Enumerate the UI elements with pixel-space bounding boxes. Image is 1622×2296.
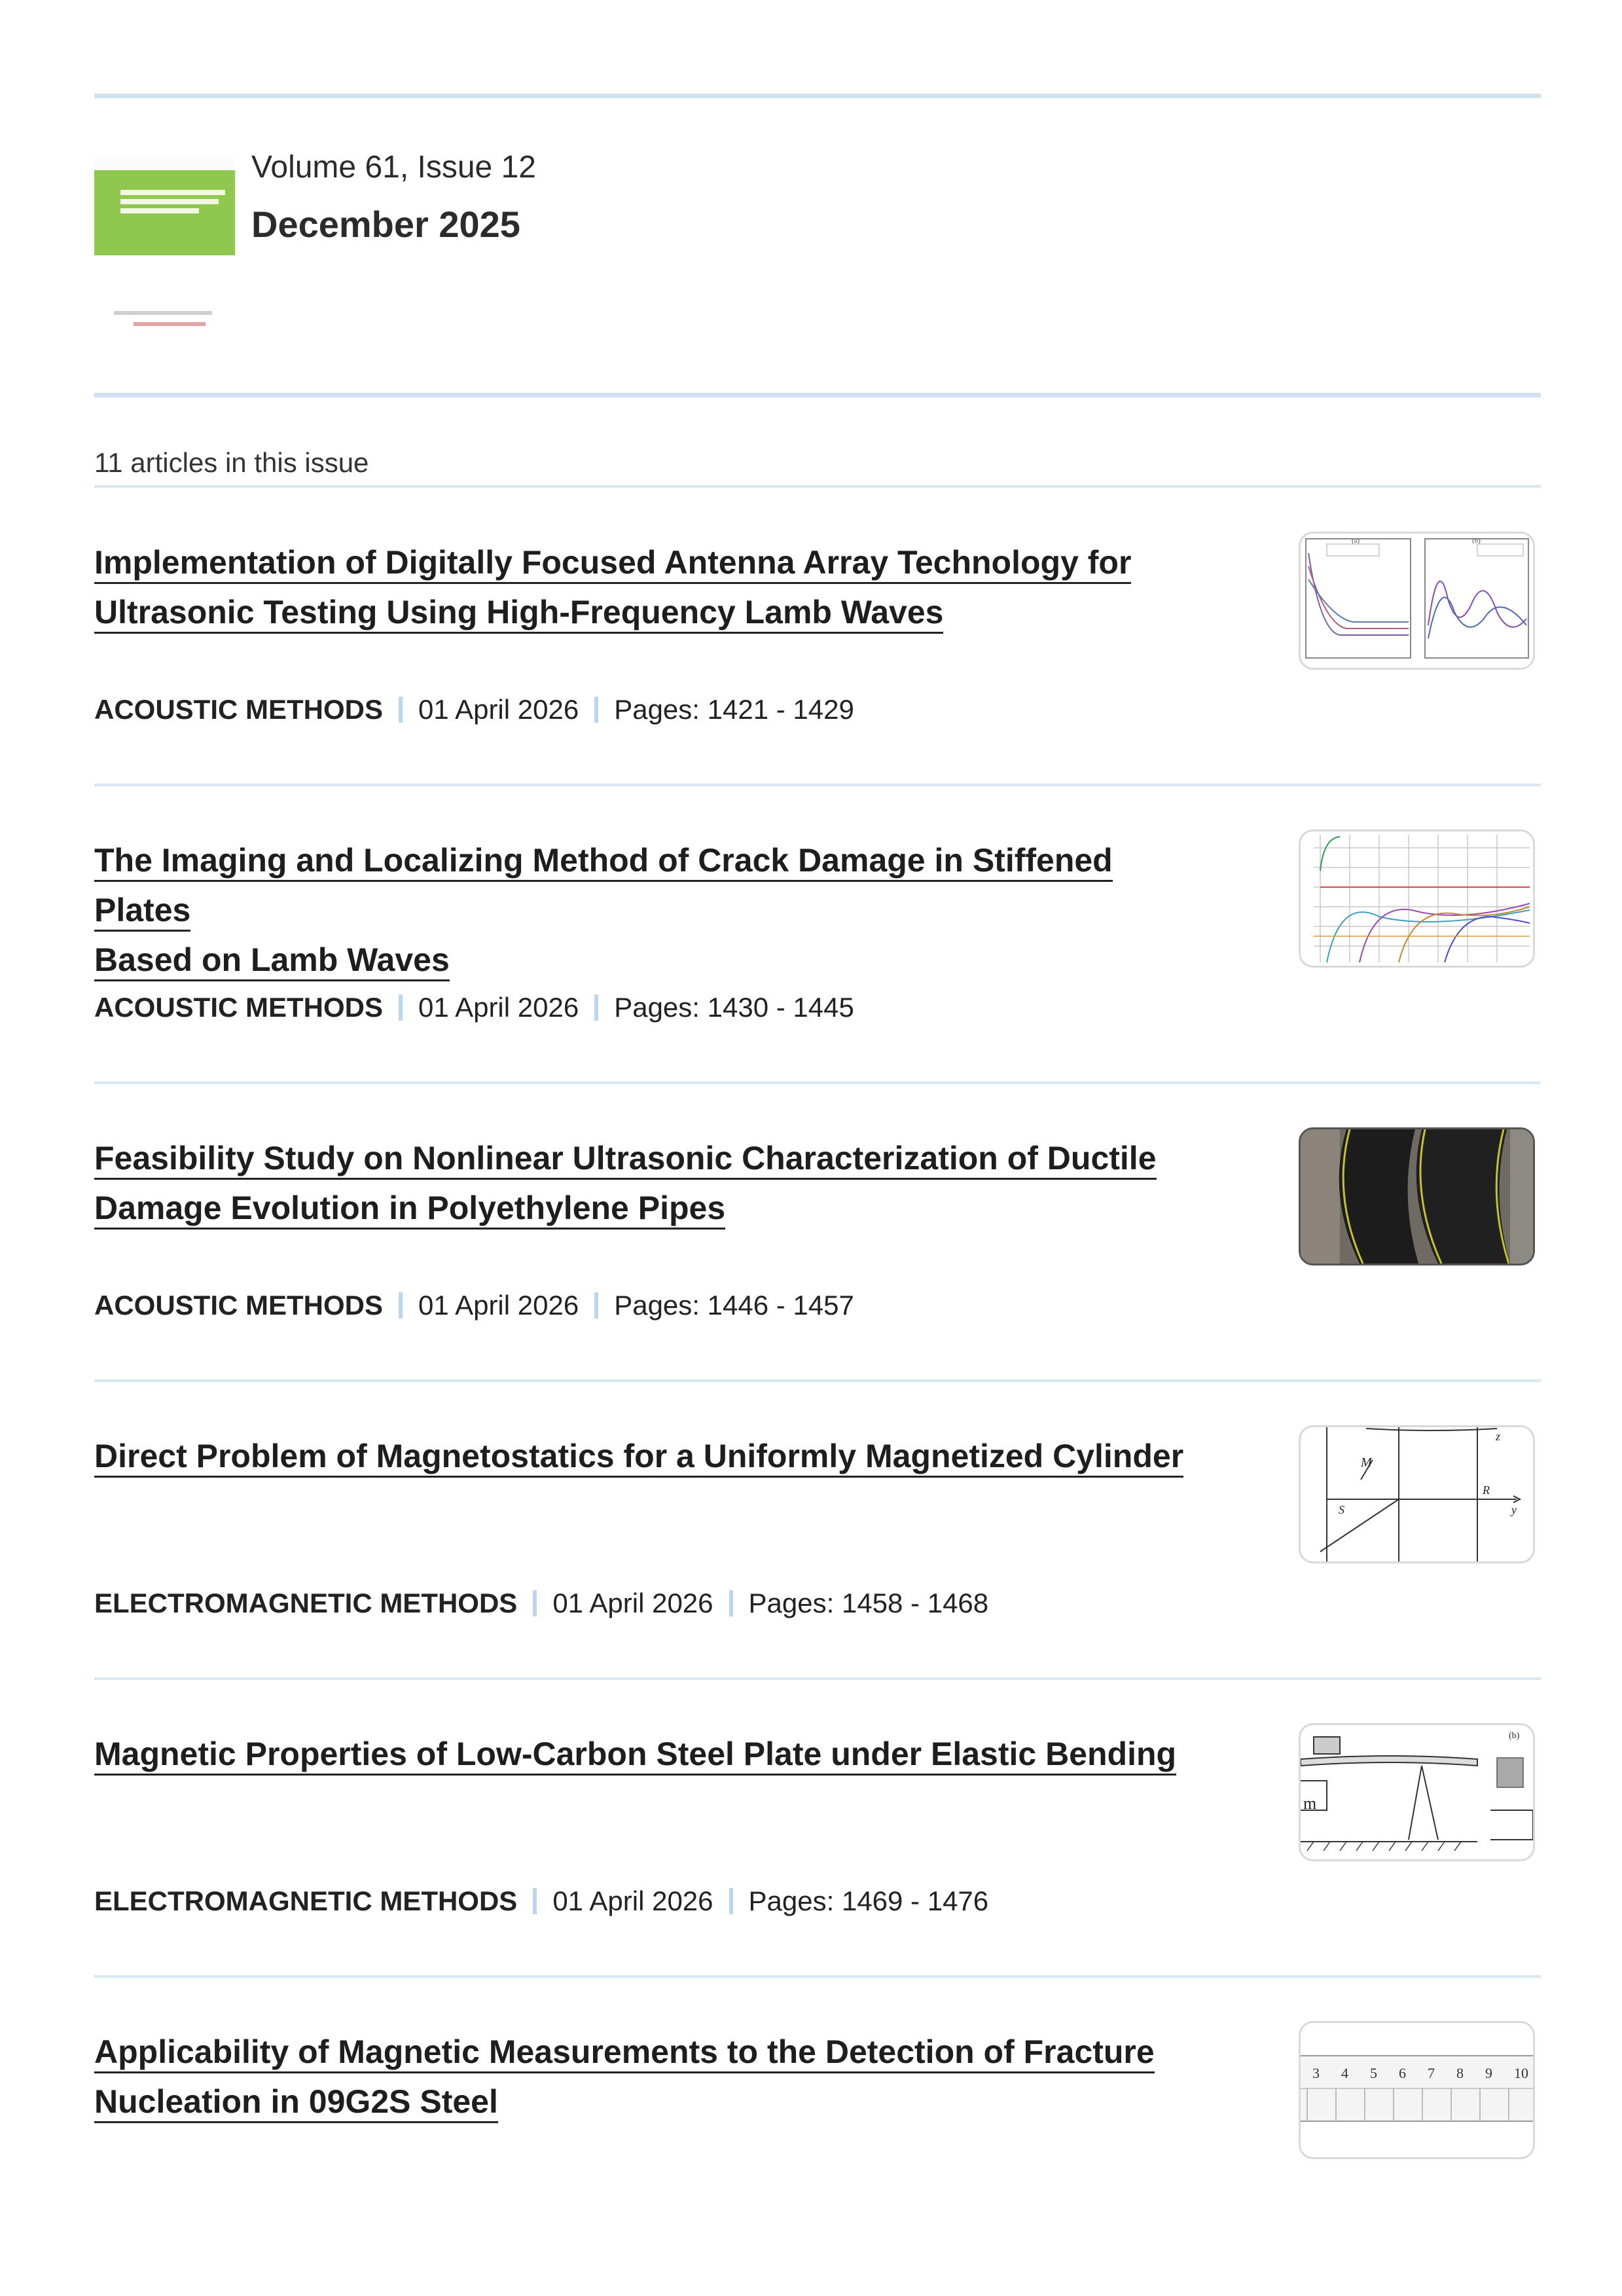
ruler-number: 7 [1428, 2065, 1435, 2081]
article-item [94, 488, 1541, 784]
journal-cover-image[interactable] [94, 157, 235, 337]
ruler-number: 3 [1312, 2065, 1320, 2081]
article-pages: Pages: 1458 - 1468 [748, 1588, 989, 1618]
top-divider [94, 94, 1541, 98]
diagram-label: S [1339, 1503, 1344, 1516]
article-title-line[interactable]: Damage Evolution in Polyethylene Pipes [94, 1190, 725, 1230]
article-category: ACOUSTIC METHODS [94, 992, 383, 1023]
issue-volume: Volume 61, Issue 12 [251, 150, 536, 185]
article-item [94, 1977, 1541, 2274]
article-meta [94, 1588, 988, 1619]
figure-label: (a) [1352, 537, 1360, 545]
article-item [94, 786, 1541, 1082]
article-title[interactable] [94, 538, 1207, 637]
article-category: ELECTROMAGNETIC METHODS [94, 1588, 518, 1618]
article-thumbnail[interactable] [1299, 1127, 1535, 1266]
article-title[interactable] [94, 1729, 1207, 1779]
figure-label: (b) [1509, 1731, 1520, 1741]
article-category: ACOUSTIC METHODS [94, 1290, 383, 1321]
diagram-label: R [1483, 1484, 1490, 1497]
article-category: ELECTROMAGNETIC METHODS [94, 1886, 518, 1916]
header-divider [94, 393, 1541, 397]
article-title[interactable] [94, 1133, 1207, 1233]
ruler-number: 5 [1370, 2065, 1377, 2081]
article-date: 01 April 2026 [418, 694, 579, 725]
article-meta [94, 1290, 854, 1321]
article-title-line[interactable]: Magnetic Properties of Low-Carbon Steel Plate under Elastic Bending [94, 1736, 1176, 1776]
ruler-number: 8 [1456, 2065, 1464, 2081]
article-title-line[interactable]: Feasibility Study on Nonlinear Ultrasonic Characterization of Ductile [94, 1140, 1157, 1180]
article-title-line[interactable]: Nucleation in 09G2S Steel [94, 2083, 498, 2123]
article-date: 01 April 2026 [552, 1588, 713, 1618]
diagram-label: y [1511, 1503, 1517, 1516]
article-meta [94, 992, 854, 1023]
article-date: 01 April 2026 [418, 992, 579, 1023]
article-title[interactable] [94, 1431, 1207, 1481]
ruler-number: 4 [1341, 2065, 1348, 2081]
article-item [94, 1381, 1541, 1678]
issue-header [94, 144, 1541, 340]
diagram-label: z [1496, 1430, 1501, 1443]
article-title-line[interactable]: Ultrasonic Testing Using High-Frequency Lamb Waves [94, 594, 943, 634]
figure-label: (b) [1472, 537, 1481, 545]
diagram-label: m [1303, 1794, 1317, 1813]
article-date: 01 April 2026 [418, 1290, 579, 1321]
article-meta [94, 1886, 988, 1917]
diagram-label: M [1361, 1455, 1372, 1470]
article-title-line[interactable]: Direct Problem of Magnetostatics for a Uniformly Magnetized Cylinder [94, 1438, 1183, 1478]
article-thumbnail[interactable] [1299, 2021, 1535, 2159]
article-title-line[interactable]: Applicability of Magnetic Measurements to the Detection of Fracture [94, 2033, 1155, 2073]
article-meta [94, 694, 854, 725]
cylinder-diagram-thumbnail [1301, 1427, 1533, 1561]
article-pages: Pages: 1421 - 1429 [614, 694, 854, 725]
article-thumbnail[interactable] [1299, 1425, 1535, 1563]
article-pages: Pages: 1469 - 1476 [748, 1886, 989, 1916]
article-title[interactable] [94, 2027, 1207, 2126]
article-item [94, 1679, 1541, 1976]
article-title-line[interactable]: Implementation of Digitally Focused Antenna Array Technology for [94, 544, 1131, 584]
issue-date: December 2025 [251, 204, 520, 245]
article-date: 01 April 2026 [552, 1886, 713, 1916]
dispersion-chart-thumbnail [1301, 534, 1533, 668]
article-count: 11 articles in this issue [94, 447, 369, 478]
article-pages: Pages: 1430 - 1445 [614, 992, 854, 1023]
article-pages: Pages: 1446 - 1457 [614, 1290, 854, 1321]
bending-setup-thumbnail [1301, 1725, 1533, 1859]
article-title[interactable] [94, 835, 1207, 985]
ruler-specimen-thumbnail [1301, 2023, 1533, 2157]
article-thumbnail[interactable] [1299, 532, 1535, 670]
ruler-number: 10 [1514, 2065, 1528, 2081]
article-title-line[interactable]: The Imaging and Localizing Method of Crack Damage in Stiffened Plates [94, 842, 1113, 932]
velocity-chart-thumbnail [1301, 831, 1533, 966]
article-thumbnail[interactable] [1299, 1723, 1535, 1861]
article-title-line[interactable]: Based on Lamb Waves [94, 941, 450, 981]
ruler-number: 9 [1485, 2065, 1492, 2081]
article-item [94, 1084, 1541, 1380]
article-category: ACOUSTIC METHODS [94, 694, 383, 725]
article-thumbnail[interactable] [1299, 829, 1535, 968]
pipe-photo-thumbnail [1301, 1129, 1533, 1264]
ruler-number: 6 [1399, 2065, 1406, 2081]
